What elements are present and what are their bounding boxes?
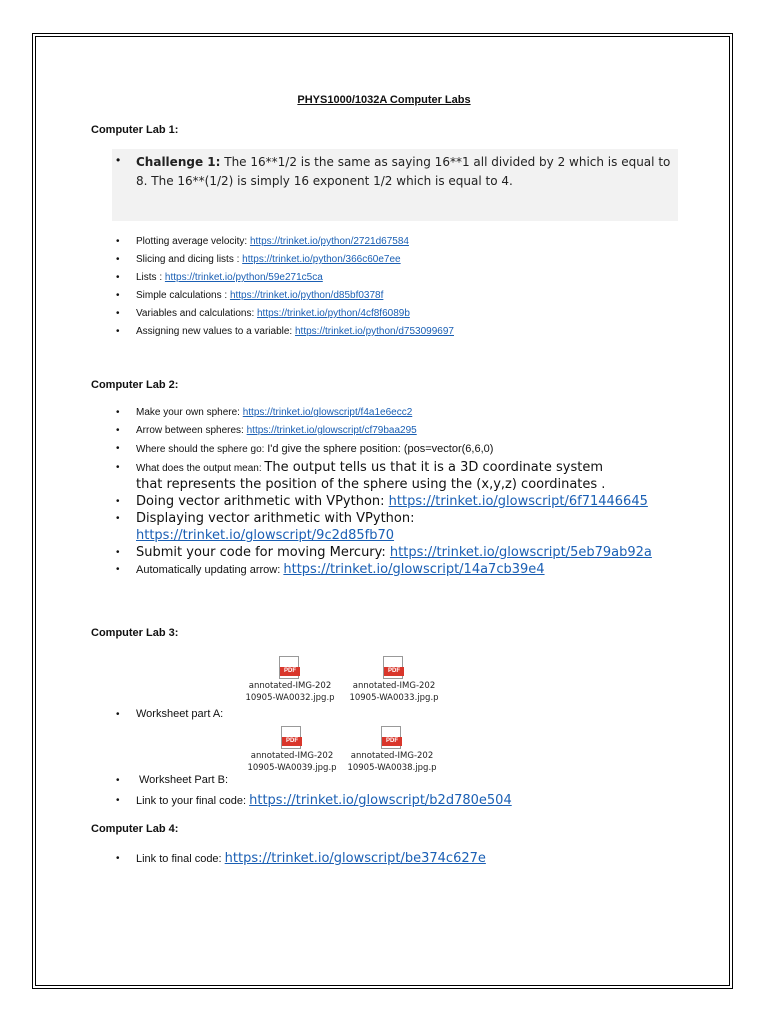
- lab2-list: [0, 407, 652, 579]
- link-assigning-values[interactable]: https://trinket.io/python/d753099697: [294, 326, 454, 337]
- list-item: • Link to final code: https://trinket.io/glowscript/be374c627e: [116, 851, 486, 866]
- lab4-list: [0, 851, 486, 868]
- list-item: • Make your own sphere: https://trinket.io/glowscript/f4a1e6ecc2: [116, 407, 413, 418]
- challenge-label: Challenge 1:: [136, 155, 221, 169]
- pdf-attachment-a1[interactable]: PDF annotated-IMG-202 10905-WA0032.jpg.p: [240, 656, 340, 704]
- lab4-heading: Computer Lab 4:: [91, 823, 179, 835]
- worksheet-b-label: Worksheet Part B:: [139, 774, 229, 786]
- list-item: • Simple calculations : https://trinket.io/python/d85bf0378f: [116, 290, 384, 301]
- challenge-text: The 16**1/2 is the same as saying 16**1 all divided by 2 which is equal to 8. The 16**(1/2) is simply 16 exponent 1/2 which is equal to 4.: [136, 155, 671, 188]
- list-item: • Doing vector arithmetic with VPython: https://trinket.io/glowscript/6f71446645: [116, 494, 648, 509]
- link-final-code-lab3[interactable]: https://trinket.io/glowscript/b2d780e504: [249, 793, 512, 808]
- pdf-attachment-b1[interactable]: PDF annotated-IMG-202 10905-WA0039.jpg.p: [242, 726, 342, 774]
- link-vector-arithmetic[interactable]: https://trinket.io/glowscript/6f71446645: [388, 494, 648, 509]
- pdf-attachment-b2[interactable]: PDF annotated-IMG-202 10905-WA0038.jpg.p: [342, 726, 442, 774]
- challenge-1: [136, 153, 671, 191]
- pdf-file-icon: PDF: [381, 726, 403, 750]
- pdf-file-icon: PDF: [281, 726, 303, 750]
- list-item: • Automatically updating arrow: https://trinket.io/glowscript/14a7cb39e4: [116, 562, 545, 577]
- worksheet-a-label: Worksheet part A:: [136, 708, 224, 720]
- link-simple-calculations[interactable]: https://trinket.io/python/d85bf0378f: [229, 290, 384, 301]
- page-title: PHYS1000/1032A Computer Labs: [297, 94, 471, 106]
- list-item: • Assigning new values to a variable: https://trinket.io/python/d753099697: [116, 326, 454, 337]
- pdf-file-icon: PDF: [279, 656, 301, 680]
- link-moving-mercury[interactable]: https://trinket.io/glowscript/5eb79ab92a: [389, 545, 652, 560]
- link-arrow-spheres[interactable]: https://trinket.io/glowscript/cf79baa295: [246, 425, 417, 436]
- lab2-heading: Computer Lab 2:: [91, 379, 179, 391]
- list-item-continuation: that represents the position of the sphere using the (x,y,z) coordinates .: [136, 477, 606, 492]
- list-item: • Submit your code for moving Mercury: https://trinket.io/glowscript/5eb79ab92a: [116, 545, 652, 560]
- list-item: • Displaying vector arithmetic with VPython:: [116, 511, 415, 526]
- link-final-code-lab4[interactable]: https://trinket.io/glowscript/be374c627e: [224, 851, 486, 866]
- pdf-attachment-a2[interactable]: PDF annotated-IMG-202 10905-WA0033.jpg.p: [344, 656, 444, 704]
- bullet: •: [116, 153, 121, 167]
- link-variables[interactable]: https://trinket.io/python/4cf8f6089b: [257, 308, 410, 319]
- list-item: • Lists : https://trinket.io/python/59e271c5ca: [116, 272, 323, 283]
- list-item: • Plotting average velocity: https://trinket.io/python/2721d67584: [116, 236, 409, 247]
- lab3-list: [0, 793, 512, 810]
- link-display-vector[interactable]: https://trinket.io/glowscript/9c2d85fb70: [136, 528, 395, 543]
- lab1-list: [0, 236, 454, 338]
- list-item: • Arrow between spheres: https://trinket.io/glowscript/cf79baa295: [116, 425, 417, 436]
- lab3-heading: Computer Lab 3:: [91, 627, 179, 639]
- list-item: • Slicing and dicing lists : https://trinket.io/python/366c60e7ee: [116, 254, 401, 265]
- pdf-file-icon: PDF: [383, 656, 405, 680]
- list-item: • Link to your final code: https://trinket.io/glowscript/b2d780e504: [116, 793, 512, 808]
- link-lists[interactable]: https://trinket.io/python/59e271c5ca: [164, 272, 323, 283]
- link-make-sphere[interactable]: https://trinket.io/glowscript/f4a1e6ecc2: [242, 407, 413, 418]
- link-updating-arrow[interactable]: https://trinket.io/glowscript/14a7cb39e4: [283, 562, 545, 577]
- list-item: • What does the output mean: The output tells us that it is a 3D coordinate system: [116, 460, 603, 475]
- link-slicing-lists[interactable]: https://trinket.io/python/366c60e7ee: [242, 254, 401, 265]
- list-item-continuation: [0, 528, 652, 545]
- list-item: • Variables and calculations: https://trinket.io/python/4cf8f6089b: [116, 308, 410, 319]
- bullet: •: [116, 709, 120, 720]
- bullet: •: [116, 775, 120, 786]
- lab1-heading: Computer Lab 1:: [91, 124, 179, 136]
- link-plotting-velocity[interactable]: https://trinket.io/python/2721d67584: [249, 236, 409, 247]
- list-item: • Where should the sphere go: I'd give the sphere position: (pos=vector(6,6,0): [116, 443, 494, 455]
